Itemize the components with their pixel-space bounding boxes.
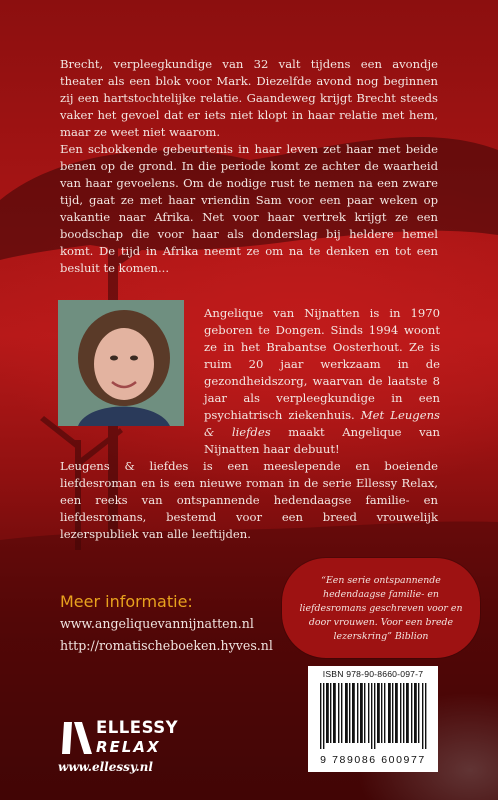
synopsis-paragraph-1: Brecht, verpleegkundige van 32 valt tijdens een avondje theater als een blok voor Mark. Diezelfde avond nog beginnen zij een hartstochtelijke relatie. Gaandeweg krijgt Brecht steeds vaker het gevoel dat er iets niet klopt in haar relatie met hem, maar ze weet niet waarom. [60, 57, 438, 139]
publisher-series: RELAX [96, 738, 161, 756]
isbn-text: ISBN 978-90-8660-097-7 [322, 669, 424, 679]
synopsis-paragraph-2: Een schokkende gebeurtenis in haar leven zet haar met beide benen op de grond. In die periode komt ze achter de waarheid van haar gevoelens. Om de nodige rust te nemen na een zware tijd, gaat ze met haar vriendin Sam voor een paar weken op vakantie naar Afrika. Net voor haar vertrek krijgt ze een boodschap die voor haar als donderslag bij heldere hemel komt. De tijd in Afrika neemt ze om na te denken en tot een besluit te komen... [60, 142, 438, 275]
series-description: Leugens & liefdes is een meeslepende en boeiende liefdesroman en is een nieuwe roman in de serie Ellessy Relax, een reeks van ontspannende hedendaagse familie- en liefdesromans, bestemd voor een breed vrouwelijk lezerspubliek van alle leeftijden. [60, 459, 438, 541]
publisher-url[interactable]: www.ellessy.nl [58, 760, 153, 774]
isbn-barcode [308, 666, 438, 772]
synopsis-text [60, 56, 438, 277]
review-quote-text: “Een serie ontspannende hedendaagse familie- en liefdesromans geschreven voor en door vrouwen. Voor een brede lezerskring” [299, 575, 463, 642]
review-quote-source: Biblion [394, 631, 429, 642]
author-website-link[interactable]: www.angeliquevannijnatten.nl [60, 616, 254, 631]
author-photo [58, 300, 184, 426]
review-quote-badge [282, 558, 480, 658]
barcode-number: 9 789086 600977 [320, 754, 426, 766]
barcode-bars-icon [318, 683, 428, 749]
debut-text: maakt Angelique van Nijnatten haar debuut! [204, 425, 441, 456]
ellessy-logo-icon [58, 718, 98, 758]
publisher-name: ELLESSY [96, 718, 179, 737]
more-info-heading: Meer informatie: [60, 592, 193, 611]
author-bio [204, 305, 440, 458]
hyves-link[interactable]: http://romatischeboeken.hyves.nl [60, 638, 273, 653]
debut-title: Met Leugens & liefdes [204, 408, 440, 439]
author-bio-text: Angelique van Nijnatten is in 1970 geboren te Dongen. Sinds 1994 woont ze in het Brabantse Oosterhout. Ze is ruim 20 jaar werkzaam in de gezondheidszorg, waarvan de laatste 8 jaar als verpleegkundige in een psychiatrisch ziekenhuis. [204, 306, 440, 422]
publisher-logo [58, 716, 178, 766]
